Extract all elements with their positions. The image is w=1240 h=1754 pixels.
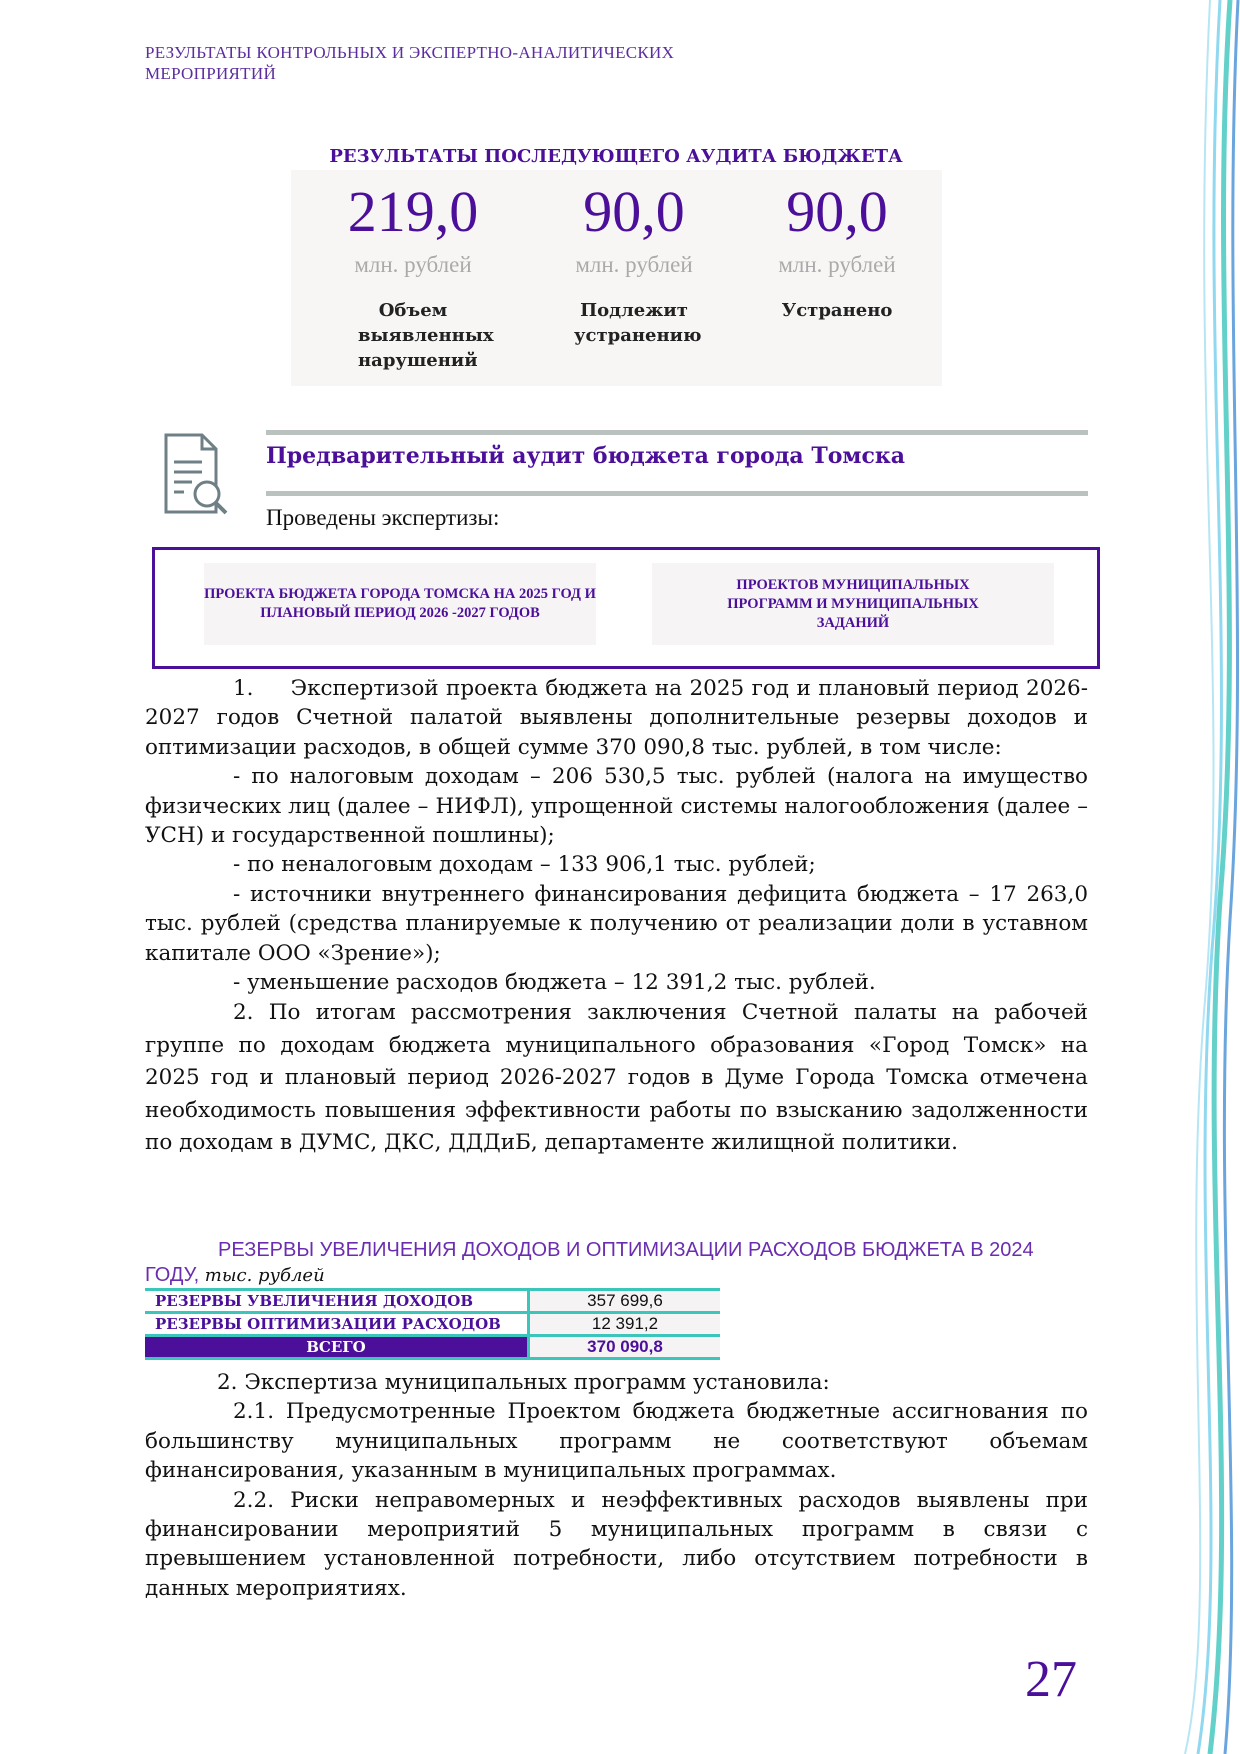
kpi-value: 90,0 xyxy=(786,179,888,244)
kpi-violations xyxy=(313,170,513,373)
body-text xyxy=(145,674,1095,1160)
section-intro: Проведены экспертизы: xyxy=(266,505,500,530)
table-row xyxy=(145,1290,720,1313)
kpi-label: Устранено xyxy=(781,300,893,321)
row-value: 370 090,8 xyxy=(529,1336,721,1359)
table-total-row xyxy=(145,1336,720,1359)
table-row xyxy=(145,1313,720,1336)
row-label: РЕЗЕРВЫ ОПТИМИЗАЦИИ РАСХОДОВ xyxy=(145,1313,529,1336)
row-value: 12 391,2 xyxy=(529,1313,721,1336)
row-label: РЕЗЕРВЫ УВЕЛИЧЕНИЯ ДОХОДОВ xyxy=(145,1290,529,1313)
divider xyxy=(266,491,1088,496)
list-item: - источники внутреннего финансирования дефицита бюджета – 17 263,0 тыс. рублей (средства планируемые к получению от реализации доли в уставном капитале ООО «Зрение»); xyxy=(145,881,1088,966)
paragraph: 2. Экспертиза муниципальных программ установила: xyxy=(217,1370,830,1395)
header-line: МЕРОПРИЯТИЙ xyxy=(145,64,277,83)
kpi-unit: млн. рублей xyxy=(354,252,472,277)
table-unit: тыс. рублей xyxy=(204,1265,325,1286)
list-item: - по неналоговым доходам – 133 906,1 тыс. рублей; xyxy=(233,852,816,878)
header-line: РЕЗУЛЬТАТЫ КОНТРОЛЬНЫХ И ЭКСПЕРТНО-АНАЛИТИЧЕСКИХ xyxy=(145,43,675,62)
kpi-unit: млн. рублей xyxy=(575,252,693,277)
paragraph: 2.1. Предусмотренные Проектом бюджета бюджетные ассигнования по большинству муниципальных программ не соответствуют объемам финансирования, указанным в муниципальных программах. xyxy=(145,1399,1088,1484)
expertise-budget: ПРОЕКТА БЮДЖЕТА ГОРОДА ТОМСКА НА 2025 ГОД И ПЛАНОВЫЙ ПЕРИОД 2026 -2027 ГОДОВ xyxy=(204,563,596,645)
paragraph: 2. По итогам рассмотрения заключения Счетной палаты на рабочей группе по доходам бюджета муниципального образования «Город Томск» на 2025 год и плановый период 2026-2027 годов в Думе Города Томска отмечена необходимость повышения эффективности работы по взысканию задолженности по доходам в ДУМС, ДКС, ДДДиБ, департаменте жилищной политики. xyxy=(145,1000,1088,1156)
paragraph: 1. Экспертизой проекта бюджета на 2025 год и плановый период 2026-2027 годов Счетной палатой выявлены дополнительные резервы доходов и оптимизации расходов, в общей сумме 370 090,8 тыс. рублей, в том числе: xyxy=(145,676,1095,760)
table-title xyxy=(145,1238,1088,1288)
row-value: 357 699,6 xyxy=(529,1290,721,1313)
kpi-to-fix xyxy=(534,170,734,348)
list-item: - уменьшение расходов бюджета – 12 391,2 тыс. рублей. xyxy=(233,970,876,996)
kpi-title: РЕЗУЛЬТАТЫ ПОСЛЕДУЮЩЕГО АУДИТА БЮДЖЕТА xyxy=(329,146,903,167)
expertise-programs: ПРОЕКТОВ МУНИЦИПАЛЬНЫХ ПРОГРАММ И МУНИЦИПАЛЬНЫХ ЗАДАНИЙ xyxy=(652,563,1054,645)
running-header xyxy=(145,42,674,84)
table-title-text: РЕЗЕРВЫ УВЕЛИЧЕНИЯ ДОХОДОВ И ОПТИМИЗАЦИИ РАСХОДОВ БЮДЖЕТА В 2024 ГОДУ, xyxy=(145,1239,1034,1286)
decorative-waves xyxy=(1150,0,1240,1754)
row-label: ВСЕГО xyxy=(145,1336,529,1359)
document-search-icon xyxy=(162,432,234,518)
body-text-2 xyxy=(145,1368,1088,1603)
kpi-label: Подлежит устранению xyxy=(574,300,702,346)
divider xyxy=(266,430,1088,435)
reserves-table xyxy=(145,1288,720,1360)
expertise-box xyxy=(152,547,1100,669)
kpi-panel xyxy=(291,170,942,386)
page-number: 27 xyxy=(1025,1651,1077,1708)
kpi-fixed xyxy=(737,170,937,323)
list-item: - по налоговым доходам – 206 530,5 тыс. рублей (налога на имущество физических лиц (далее – НИФЛ), упрощенной системы налогообложения (далее – УСН) и государственной пошлины); xyxy=(145,764,1088,849)
kpi-label: Объем выявленных нарушений xyxy=(358,300,494,371)
kpi-unit: млн. рублей xyxy=(778,252,896,277)
kpi-value: 219,0 xyxy=(347,179,479,244)
section-title: Предварительный аудит бюджета города Томска xyxy=(266,443,906,469)
kpi-value: 90,0 xyxy=(583,179,685,244)
paragraph: 2.2. Риски неправомерных и неэффективных расходов выявлены при финансировании мероприятий 5 муниципальных программ в связи с превышением установленной потребности, либо отсутствием потребности в данных мероприятиях. xyxy=(145,1487,1088,1601)
